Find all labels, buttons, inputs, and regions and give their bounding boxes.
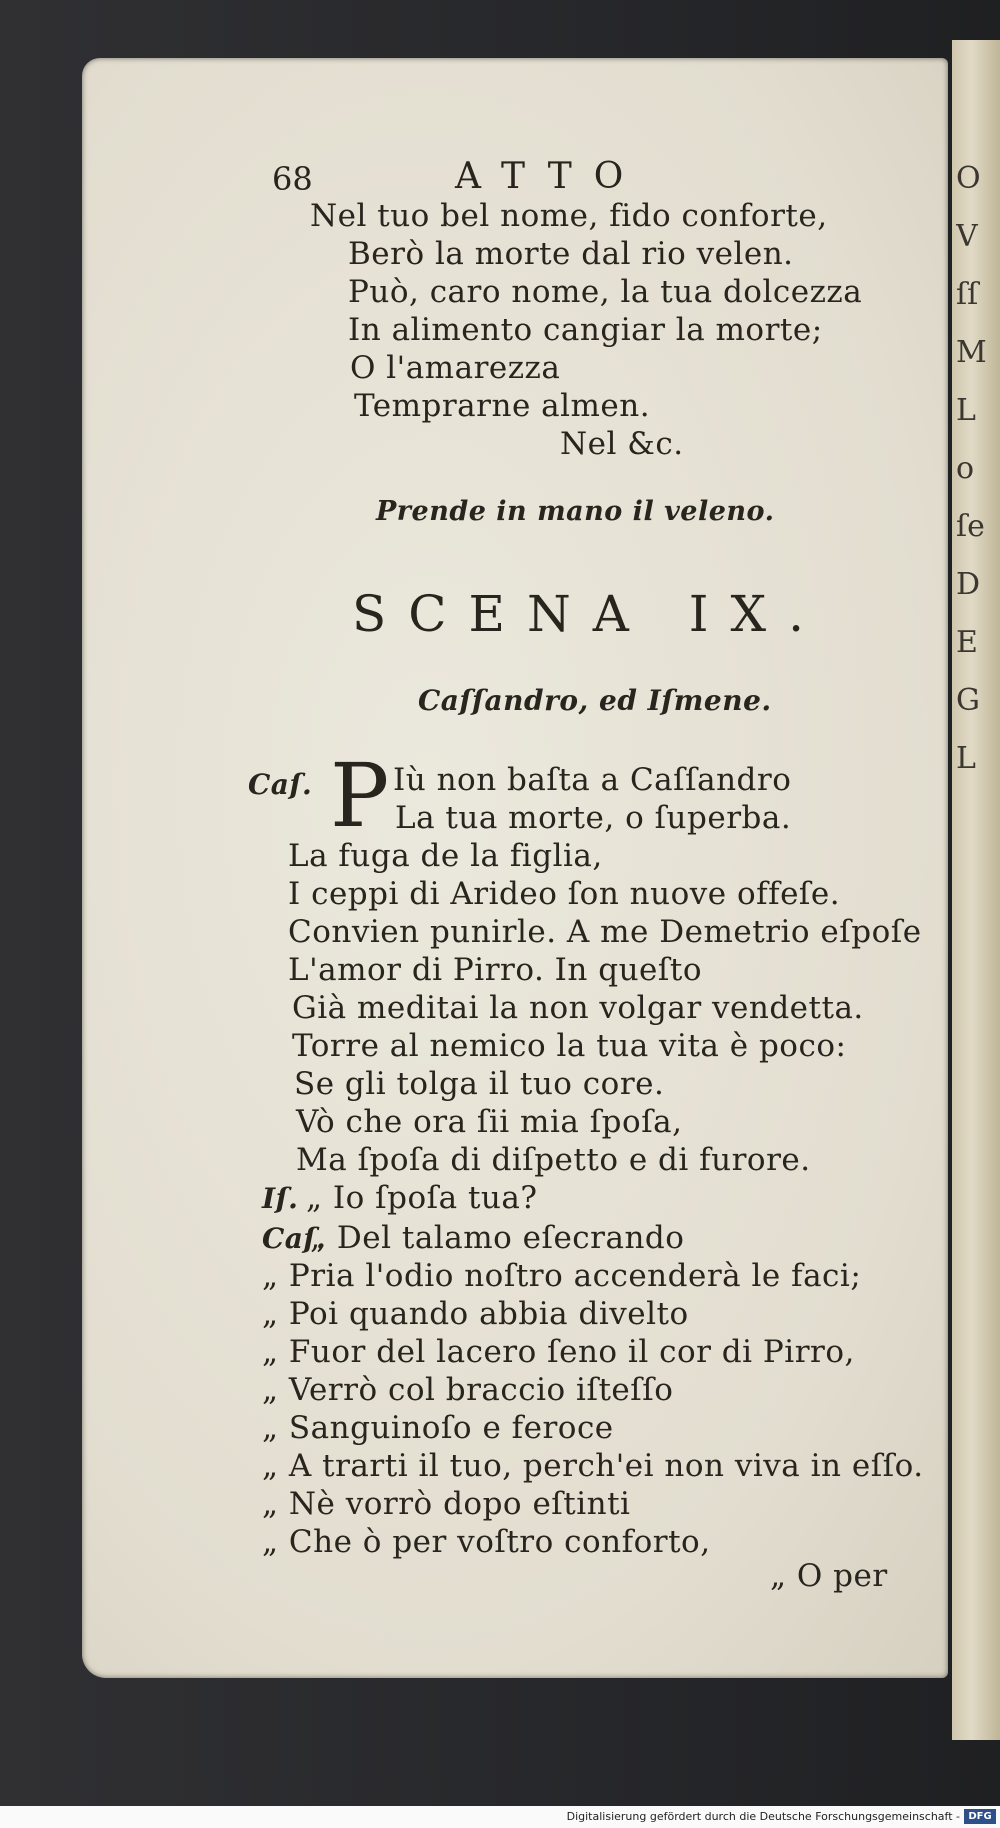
verse-line: „ Sanguinoſo e feroce <box>262 1410 614 1446</box>
verse-line: In alimento cangiar la morte; <box>348 312 823 348</box>
verse-line: Torre al nemico la tua vita è poco: <box>292 1028 847 1064</box>
verse-line: Nel tuo bel nome, fido conforte, <box>310 198 828 234</box>
speaker-cassandro: Caſ. <box>248 768 313 801</box>
dramatis-personae: Caſſandro, ed Iſmene. <box>418 684 772 717</box>
edge-glyph: o <box>956 451 975 486</box>
verse-line: „ Poi quando abbia divelto <box>262 1296 689 1332</box>
edge-glyph: L <box>956 741 976 776</box>
footer-credit: Digitalisierung gefördert durch die Deutsche Forschungsgemeinschaft - <box>566 1810 960 1823</box>
speech-first-line: Iù non baſta a Caſſandro <box>393 762 792 798</box>
edge-glyph: ſe <box>956 509 985 544</box>
edge-glyph: G <box>956 683 980 718</box>
verse-line: Nel &c. <box>560 426 684 462</box>
verse-line: Berò la morte dal rio velen. <box>348 236 794 272</box>
verse-line: „ A trarti il tuo, perch'ei non viva in eſſo. <box>262 1448 924 1484</box>
edge-glyph: D <box>956 567 981 602</box>
verse-line: „ Nè vorrò dopo eſtinti <box>262 1486 631 1522</box>
verse-line: Già meditai la non volgar vendetta. <box>292 990 864 1026</box>
edge-glyph: V <box>956 219 978 254</box>
speaker-ismene: Iſ. <box>262 1182 299 1215</box>
verse-line: Se gli tolga il tuo core. <box>294 1066 665 1102</box>
edge-glyph: M <box>956 335 987 370</box>
verse-line: Vò che ora ſii mia ſpoſa, <box>296 1104 683 1140</box>
verse-line: „ Pria l'odio noſtro accenderà le faci; <box>262 1258 862 1294</box>
page-number: 68 <box>272 160 313 198</box>
verse-line: O l'amarezza <box>350 350 561 386</box>
verse-line: L'amor di Pirro. In queſto <box>288 952 702 988</box>
edge-glyph: E <box>956 625 978 660</box>
running-header: ATTO <box>455 156 646 197</box>
verse-line: „ Fuor del lacero ſeno il cor di Pirro, <box>262 1334 855 1370</box>
verse-line: Temprarne almen. <box>354 388 651 424</box>
drop-cap: P <box>330 744 390 847</box>
verse-line: Può, caro nome, la tua dolcezza <box>348 274 863 310</box>
catchword: „ O per <box>770 1558 888 1594</box>
verse-line: Ma ſpoſa di diſpetto e di furore. <box>296 1142 811 1178</box>
verse-line: La fuga de la figlia, <box>288 838 603 874</box>
dfg-logo: DFG <box>964 1809 996 1824</box>
edge-glyph: L <box>956 393 976 428</box>
speech-second-first-line: „ Del talamo eſecrando <box>310 1220 685 1256</box>
verse-line: I ceppi di Arideo ſon nuove offeſe. <box>288 876 841 912</box>
speech-ismene: „ Io ſpoſa tua? <box>306 1180 538 1216</box>
speaker-cassandro-2: Caſ. <box>262 1222 327 1255</box>
verse-line: „ Verrò col braccio iſteſſo <box>262 1372 674 1408</box>
footer-bar <box>0 1806 1000 1828</box>
verse-line: La tua morte, o ſuperba. <box>395 800 792 836</box>
scene-title: SCENA IX. <box>352 585 827 643</box>
edge-glyph: O <box>956 161 981 196</box>
verse-line: Convien punirle. A me Demetrio eſpoſe <box>288 914 922 950</box>
edge-glyph: ſſ <box>956 277 979 312</box>
verse-line: „ Che ò per voſtro conforto, <box>262 1524 711 1560</box>
stage-direction: Prende in mano il veleno. <box>376 496 775 527</box>
